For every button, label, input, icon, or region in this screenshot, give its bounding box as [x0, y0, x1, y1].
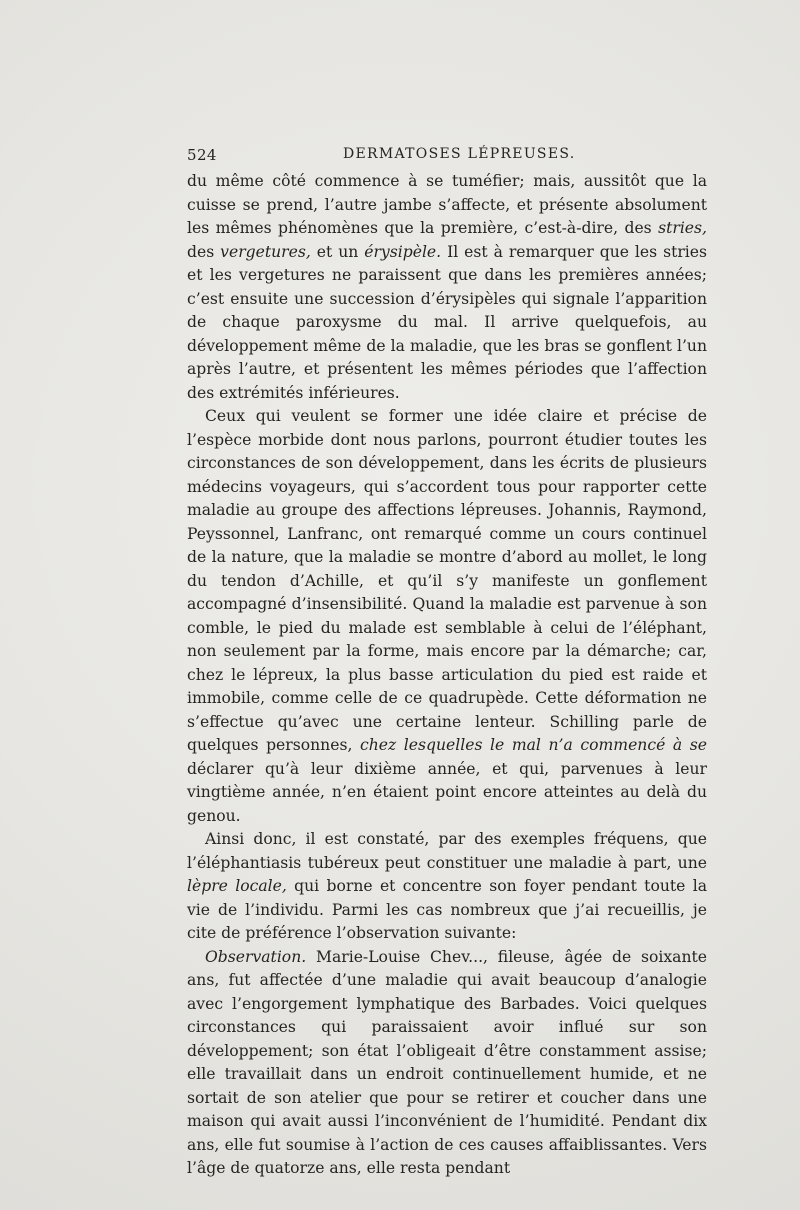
- paragraph-1-text-b: des: [187, 242, 221, 261]
- paragraph-2-text-a: Ceux qui veulent se former une idée claire et précise de l’espèce morbide dont nous parlons, pourront étudier toutes les circonstances de son développement, dans les écrits de plusieurs médecins voyageurs, qui s’accordent tous pour rapporter cette maladie au groupe des affections lépreuses. Johannis, Raymond, Peyssonnel, Lanfranc, ont remarqué comme un cours continuel de la nature, que la maladie se montre d’abord au mollet, le long du tendon d’Achille, et qu’il s’y manifeste un gonflement accompagné d’insensibilité. Quand la maladie est parvenue à son comble, le pied du malade est semblable à celui de l’éléphant, non seulement par la forme, mais encore par la démarche; car, chez le lépreux, la plus basse articulation du pied est raide et immobile, comme celle de ce quadrupède. Cette déformation ne s’effectue qu’avec une certaine lenteur. Schilling parle de quelques personnes,: [187, 407, 707, 754]
- paragraph-1-erysipele: érysipèle.: [364, 242, 442, 261]
- paragraph-3-text-b: qui borne et concentre son foyer pendant toute la vie de l’individu. Parmi les cas nombreux que j’ai recueillis, je cite de préférence l’observation suivante:: [187, 877, 707, 942]
- paragraph-2-italic: chez lesquelles le mal n’a commencé à se: [360, 736, 707, 754]
- paragraph-1-stries: stries,: [658, 219, 707, 237]
- paragraph-2: [187, 405, 707, 828]
- paragraph-1-text-a: du même côté commence à se tuméfier; mais, aussitôt que la cuisse se prend, l’autre jambe s’affecte, et présente absolument les mêmes phénomènes que la première, c’est-à-dire, des: [187, 172, 707, 237]
- paragraph-4-italic: Observation.: [205, 947, 307, 966]
- main-text: [187, 170, 707, 1181]
- paragraph-1-text-d: Il est à remarquer que les stries et les vergetures ne paraissent que dans les premières années; c’est ensuite une succession d’érysipèles qui signale l’apparition de chaque paroxysme du mal. Il arrive quelquefois, au développement même de la maladie, que les bras se gonflent l’un après l’autre, et présentent les mêmes périodes que l’affection des extrémités inférieures.: [187, 242, 708, 402]
- paragraph-2-text-b: déclarer qu’à leur dixième année, et qui, parvenues à leur vingtième année, n’en étaient point encore atteintes au delà du genou.: [187, 759, 707, 825]
- paragraph-1-text-c: et un: [310, 242, 365, 261]
- paragraph-1-vergetures: vergetures,: [220, 242, 311, 261]
- paragraph-3: [187, 828, 707, 946]
- paragraph-3-text-a: Ainsi donc, il est constaté, par des exemples fréquens, que l’éléphantiasis tubéreux peut constituer une maladie à part, une: [187, 830, 707, 872]
- page-number: 524: [187, 146, 217, 164]
- paragraph-4-text-a: Marie-Louise Chev..., fileuse, âgée de soixante ans, fut affectée d’une maladie qui avait beaucoup d’analogie avec l’engorgement lymphatique des Barbades. Voici quelques circonstances qui paraissaient avoir influé sur son développement; son état l’obligeait d’être constamment assise; elle travaillait dans un endroit continuellement humide, et ne sortait de son atelier que pour se retirer et coucher dans une maison qui avait aussi l’inconvénient de l’humidité. Pendant dix ans, elle fut soumise à l’action de ces causes affaiblissantes. Vers l’âge de quatorze ans, elle resta pendant: [187, 947, 707, 1177]
- paragraph-4: [187, 946, 707, 1181]
- paragraph-3-italic: lèpre locale,: [187, 877, 287, 895]
- page-header: [187, 146, 707, 168]
- running-title: DERMATOSES LÉPREUSES.: [343, 146, 576, 162]
- paragraph-1: [187, 170, 707, 405]
